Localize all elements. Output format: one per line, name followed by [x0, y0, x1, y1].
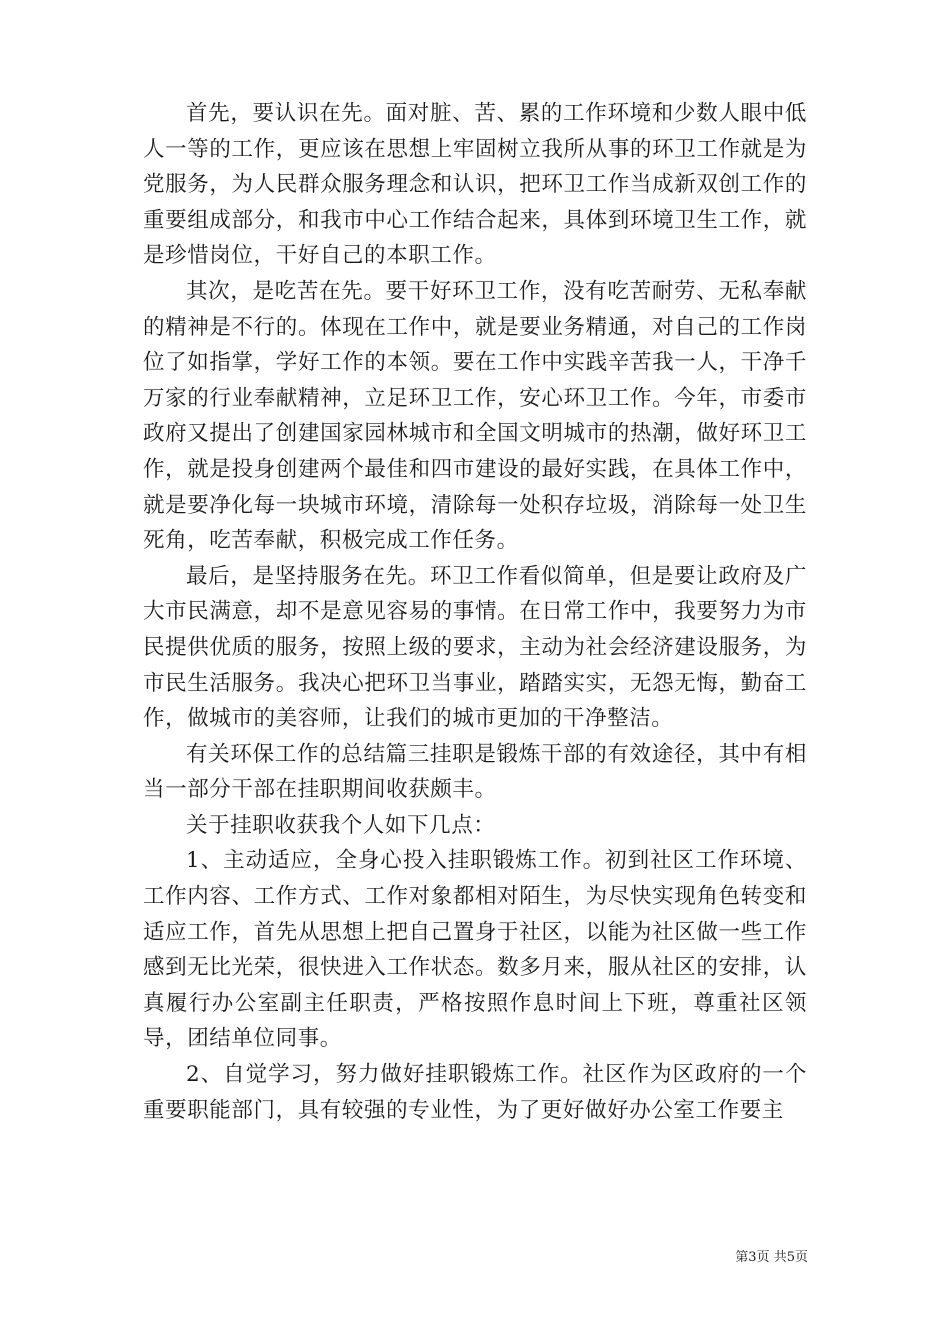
paragraph-point-2: 2、自觉学习，努力做好挂职锻炼工作。社区作为区政府的一个重要职能部门，具有较强的专业性，为了更好做好办公室工作要主 [143, 1062, 807, 1123]
paragraph-points-heading: 关于挂职收获我个人如下几点： [186, 812, 496, 838]
footer-prefix: 第 [735, 1250, 749, 1265]
footer-total-pages: 5 [786, 1250, 795, 1265]
footer-middle: 页 共 [756, 1250, 787, 1265]
paragraph-last: 最后，是坚持服务在先。环卫工作看似简单，但是要让政府及广大市民满意，却不是意见容易的事情。在日常工作中，我要努力为市民提供优质的服务，按照上级的要求，主动为社会经济建设服务，为市民生活服务。我决心把环卫当事业，踏踏实实，无怨无悔，勤奋工作，做城市的美容师，让我们的城市更加的干净整洁。 [143, 563, 807, 732]
paragraph-summary-intro: 有关环保工作的总结篇三挂职是锻炼干部的有效途径，其中有相当一部分干部在挂职期间收获颇丰。 [143, 741, 807, 803]
paragraph-second: 其次，是吃苦在先。要干好环卫工作，没有吃苦耐劳、无私奉献的精神是不行的。体现在工作中，就是要业务精通，对自己的工作岗位了如指掌，学好工作的本领。要在工作中实践辛苦我一人，干净千万家的行业奉献精神，立足环卫工作，安心环卫工作。今年，市委市政府又提出了创建国家园林城市和全国文明城市的热潮，做好环卫工作，就是投身创建两个最佳和四市建设的最好实践，在具体工作中，就是要净化每一块城市环境，清除每一处积存垃圾，消除每一处卫生死角，吃苦奉献，积极完成工作任务。 [143, 278, 807, 554]
page-number-footer [700, 1246, 808, 1265]
paragraph-first: 首先，要认识在先。面对脏、苦、累的工作环境和少数人眼中低人一等的工作，更应该在思想上牢固树立我所从事的环卫工作就是为党服务，为人民群众服务理念和认识，把环卫工作当成新双创工作的重要组成部分，和我市中心工作结合起来，具体到环境卫生工作，就是珍惜岗位，干好自己的本职工作。 [143, 101, 807, 269]
paragraph-point-1: 1、主动适应，全身心投入挂职锻炼工作。初到社区工作环境、工作内容、工作方式、工作对象都相对陌生，为尽快实现角色转变和适应工作，首先从思想上把自己置身于社区，以能为社区做一些工作感到无比光荣，很快进入工作状态。数多月来，服从社区的安排，认真履行办公室副主任职责，严格按照作息时间上下班，尊重社区领导，团结单位同事。 [143, 848, 807, 1052]
document-body [143, 96, 807, 1128]
footer-current-page: 3 [748, 1250, 757, 1265]
footer-suffix: 页 [794, 1250, 808, 1265]
